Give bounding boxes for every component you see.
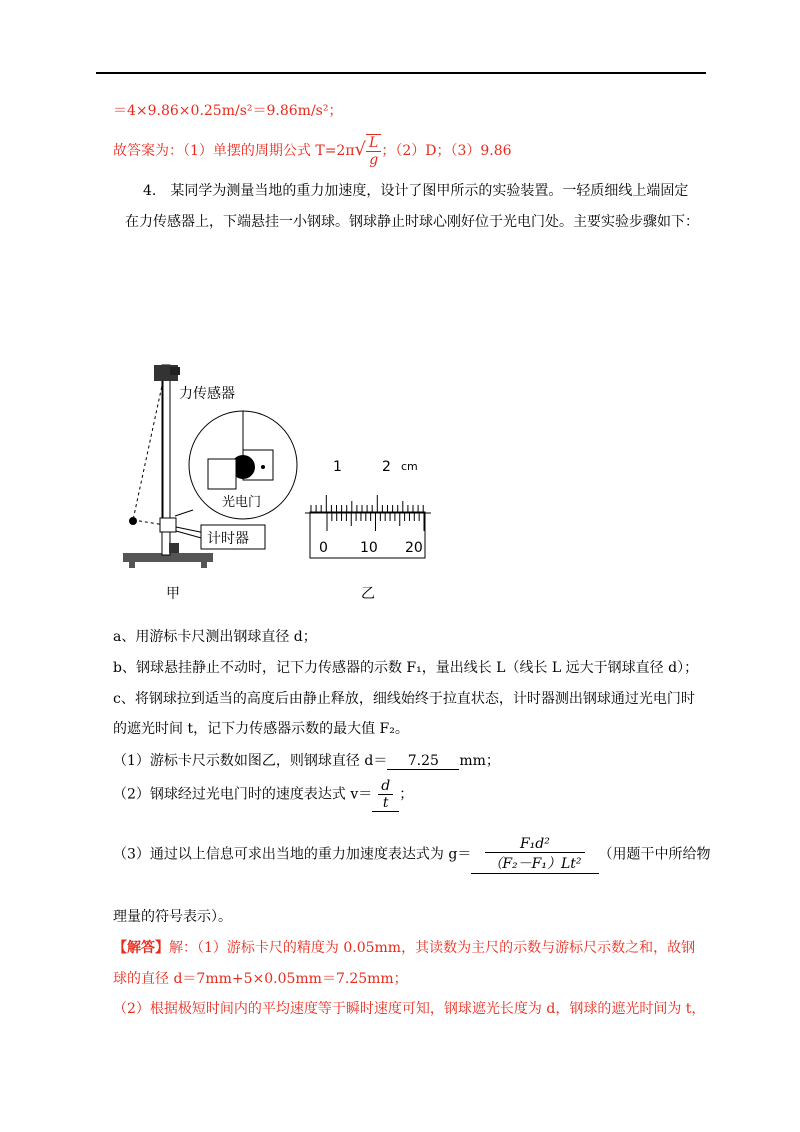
timer-label: 计时器 [207,531,249,547]
ball-icon [129,517,137,525]
subq2-den: t [382,795,389,811]
subq3-prefix: （3）通过以上信息可求出当地的重力加速度表达式为 g＝ [113,846,472,863]
vernier-20: 20 [405,540,423,556]
subq3-num: F₁d² [485,836,584,853]
step-c1: c、将钢球拉到适当的高度后由静止释放，细线始终于拉直状态，计时器测出钢球通过光电门时 [113,691,695,707]
caption-jia: 甲 [166,586,180,602]
solution-text1: 解：（1）游标卡尺的精度为 0.05mm，其读数为主尺的示数与游标尺示数之和，故钢 [169,940,696,956]
q4-line1: 4. 某同学为测量当地的重力加速度，设计了图甲所示的实验装置。一轻质细线上端固定 [143,183,689,199]
subq3-cont: 理量的符号表示）。 [113,909,232,925]
vernier-0: 0 [319,540,328,556]
solution-line1 [113,937,695,957]
main-scale-unit: cm [401,460,418,473]
step-b: b、钢球悬挂静止不动时，记下力传感器的示数 F₁，量出线长 L（线长 L 远大于钢球直径 d）； [113,660,699,676]
q4-line2: 在力传感器上，下端悬挂一小钢球。钢球静止时球心刚好位于光电门处。主要实验步骤如下： [125,214,699,230]
step-c2: 的遮光时间 t，记下力传感器示数的最大值 F₂。 [113,721,409,737]
solution-tag: 【解答】 [113,940,169,956]
answer-suffix: ；（2）D；（3）9.86 [381,143,512,159]
main-scale-1: 1 [333,459,342,475]
experiment-figure [115,355,445,605]
solution-line3: （2）根据极短时间内的平均速度等于瞬时速度可知，钢球遮光长度为 d，钢球的遮光时间为 t， [113,1001,706,1017]
subq3 [113,836,711,874]
sqrt-num: L [366,135,381,152]
subq2 [113,778,413,812]
answer-line [113,134,512,168]
photogate-label: 光电门 [222,495,262,510]
subq3-den: （F₂－F₁）Lt² [488,856,582,872]
subq1 [113,750,500,770]
subq2-suffix: ； [399,786,414,803]
answer-prefix: 故答案为：（1）单摆的周期公式 T=2π [113,143,355,159]
vernier-10: 10 [360,540,378,556]
solution-line2: 球的直径 d＝7mm+5×0.05mm＝7.25mm； [113,971,408,987]
sqrt-den: g [369,152,379,168]
subq2-num: d [378,778,393,795]
subq1-answer: 7.25 [387,753,459,770]
caption-yi: 乙 [361,586,375,602]
subq1-suffix: mm； [459,753,500,769]
step-a: a、用游标卡尺测出钢球直径 d； [113,629,317,645]
main-scale-2: 2 [382,459,391,475]
subq3-suffix: （用题干中所给物 [598,846,711,863]
sqrt-formula: √ $\frac{L}{g}$ [355,134,382,168]
header-rule [96,72,706,74]
force-sensor-label: 力传感器 [179,386,235,402]
subq2-prefix: （2）钢球经过光电门时的速度表达式 v＝ [113,786,373,803]
calc-line: ＝4×9.86×0.25m/s²＝9.86m/s²； [113,103,343,119]
subq1-prefix: （1）游标卡尺示数如图乙，则钢球直径 d＝ [113,753,388,769]
